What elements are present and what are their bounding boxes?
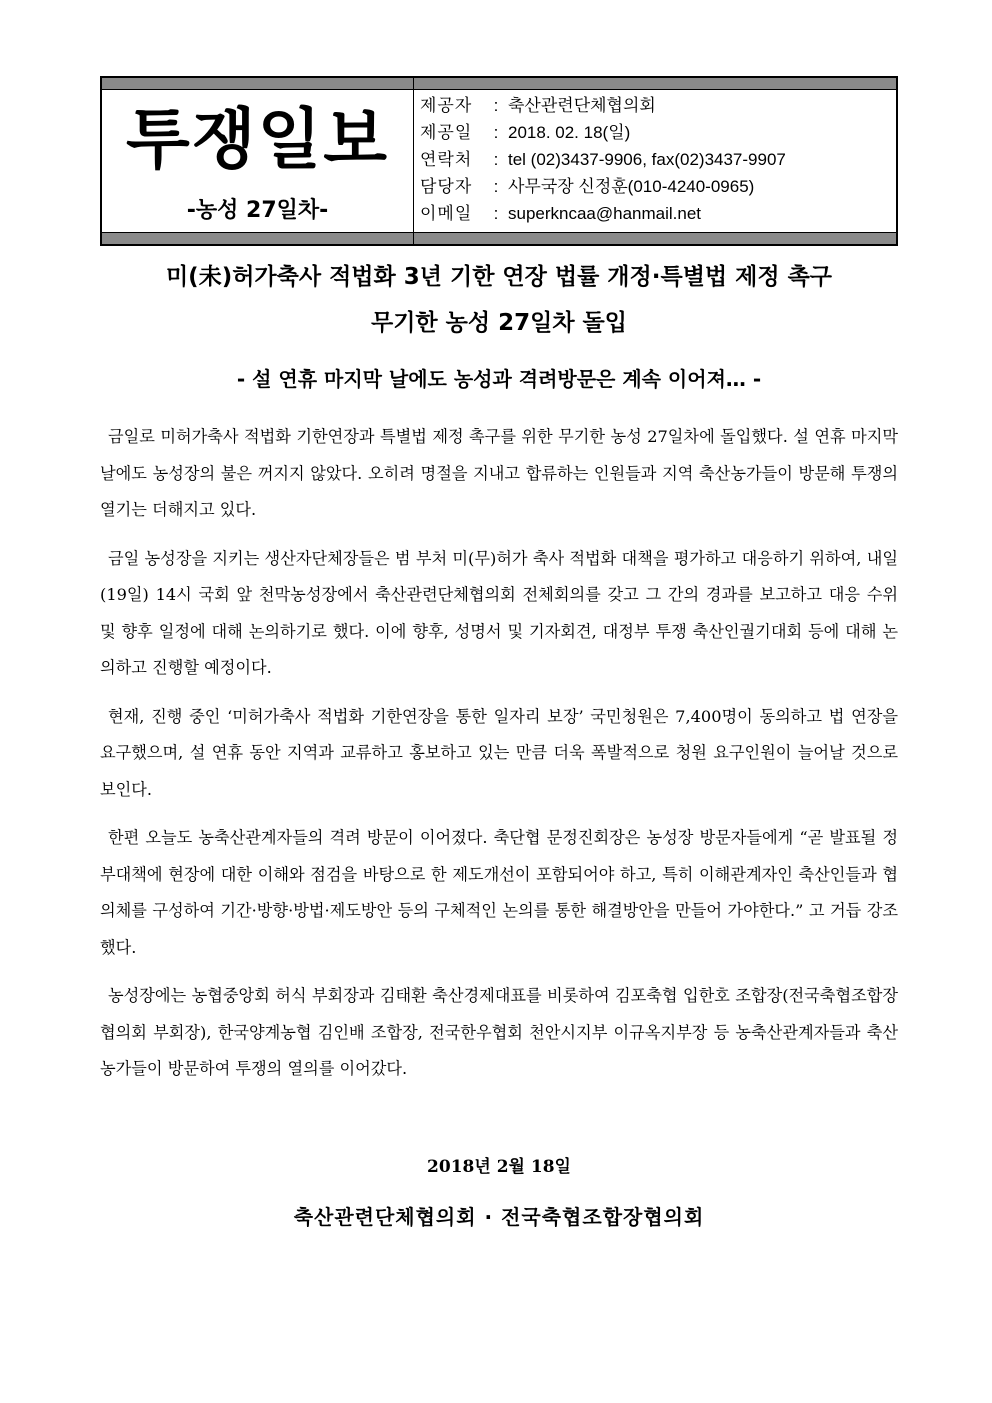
paragraph-1: 금일로 미허가축사 적법화 기한연장과 특별법 제정 촉구를 위한 무기한 농성 27일차에 돌입했다. 설 연휴 마지막 날에도 농성장의 불은 꺼지지 않았다. 오히려 명절을 지내고 합류하는 인원들과 지역 축산농가들이 방문해 투쟁의 열기는 더해지고 있다. bbox=[100, 427, 898, 519]
headline-line-1: 미(未)허가축사 적법화 3년 기한 연장 법률 개정·특별법 제정 촉구 bbox=[165, 264, 833, 290]
info-value: 2018. 02. 18(일) bbox=[508, 123, 631, 142]
paragraph-3: 현재, 진행 중인 ‘미허가축사 적법화 기한연장을 통한 일자리 보장’ 국민청원은 7,400명이 동의하고 법 연장을 요구했으며, 설 연휴 동안 지역과 교류하고 홍보하고 있는 만큼 더욱 폭발적으로 청원 요구인원이 늘어날 것으로 보인다. bbox=[100, 706, 898, 799]
article-body bbox=[100, 419, 898, 1100]
subheadline: - 설 연휴 마지막 날에도 농성과 격려방문은 계속 이어져… - bbox=[236, 367, 762, 391]
info-row-date: 제공일 : 2018. 02. 18(일) bbox=[420, 119, 892, 146]
info-label: 제공일 bbox=[420, 123, 473, 142]
paragraph-5: 농성장에는 농협중앙회 허식 부회장과 김태환 축산경제대표를 비롯하여 김포축협 입한호 조합장(전국축협조합장협의회 부회장), 한국양계농협 김인배 조합장, 전국한우협회 천안시지부 이규옥지부장 등 농축산관계자들과 축산농가들이 방문하여 투쟁의 열의를 이어갔다. bbox=[100, 986, 898, 1078]
paragraph-2: 금일 농성장을 지키는 생산자단체장들은 범 부처 미(무)허가 축사 적법화 대책을 평가하고 대응하기 위하여, 내일(19일) 14시 국회 앞 천막농성장에서 축산관련단체협의회 전체회의를 갖고 그 간의 경과를 보고하고 대응 수위 및 향후 일정에 대해 논의하기로 했다. 이에 향후, 성명서 및 기자회견, 대정부 투쟁 축산인궐기대회 등에 대해 논의하고 진행할 예정이다. bbox=[100, 548, 898, 677]
info-row-contact: 연락처 : tel (02)3437-9906, fax(02)3437-9907 bbox=[420, 146, 892, 173]
headline-line-2: 무기한 농성 27일차 돌입 bbox=[371, 310, 627, 336]
contact-info bbox=[420, 92, 892, 227]
info-value: 사무국장 신정훈(010-4240-0965) bbox=[508, 177, 755, 196]
newsletter-title: 투쟁일보 bbox=[125, 101, 390, 178]
info-value: superkncaa@hanmail.net bbox=[508, 204, 702, 223]
info-row-manager: 담당자 : 사무국장 신정훈(010-4240-0965) bbox=[420, 173, 892, 200]
info-value: tel (02)3437-9906, fax(02)3437-9907 bbox=[508, 150, 786, 169]
info-row-email: 이메일 : superkncaa@hanmail.net bbox=[420, 200, 892, 227]
press-header-box bbox=[100, 76, 898, 246]
info-value: 축산관련단체협의회 bbox=[508, 96, 656, 115]
header-divider bbox=[413, 78, 414, 244]
paragraph-4: 한편 오늘도 농축산관계자들의 격려 방문이 이어졌다. 축단협 문정진회장은 농성장 방문자들에게 “곧 발표될 정부대책에 현장에 대한 이해와 점검을 바탕으로 한 제도개선이 포함되어야 하고, 특히 이해관계자인 축산인들과 협의체를 구성하여 기간·방향·방법·제도방안 등의 구체적인 논의를 통한 해결방안을 만들어 가야한다.” 고 거듭 강조했다. bbox=[100, 828, 898, 957]
info-label: 연락처 bbox=[420, 150, 473, 169]
release-date: 2018년 2월 18일 bbox=[427, 1157, 571, 1177]
info-row-provider: 제공자 : 축산관련단체협의회 bbox=[420, 92, 892, 119]
info-label: 담당자 bbox=[420, 177, 473, 196]
info-label: 제공자 bbox=[420, 96, 473, 115]
header-bottom-band bbox=[102, 232, 896, 244]
issuing-organization: 축산관련단체협의회 · 전국축협조합장협의회 bbox=[293, 1205, 705, 1229]
header-top-band bbox=[102, 78, 896, 90]
newsletter-subtitle: -농성 27일차- bbox=[186, 198, 329, 223]
info-label: 이메일 bbox=[420, 204, 473, 223]
